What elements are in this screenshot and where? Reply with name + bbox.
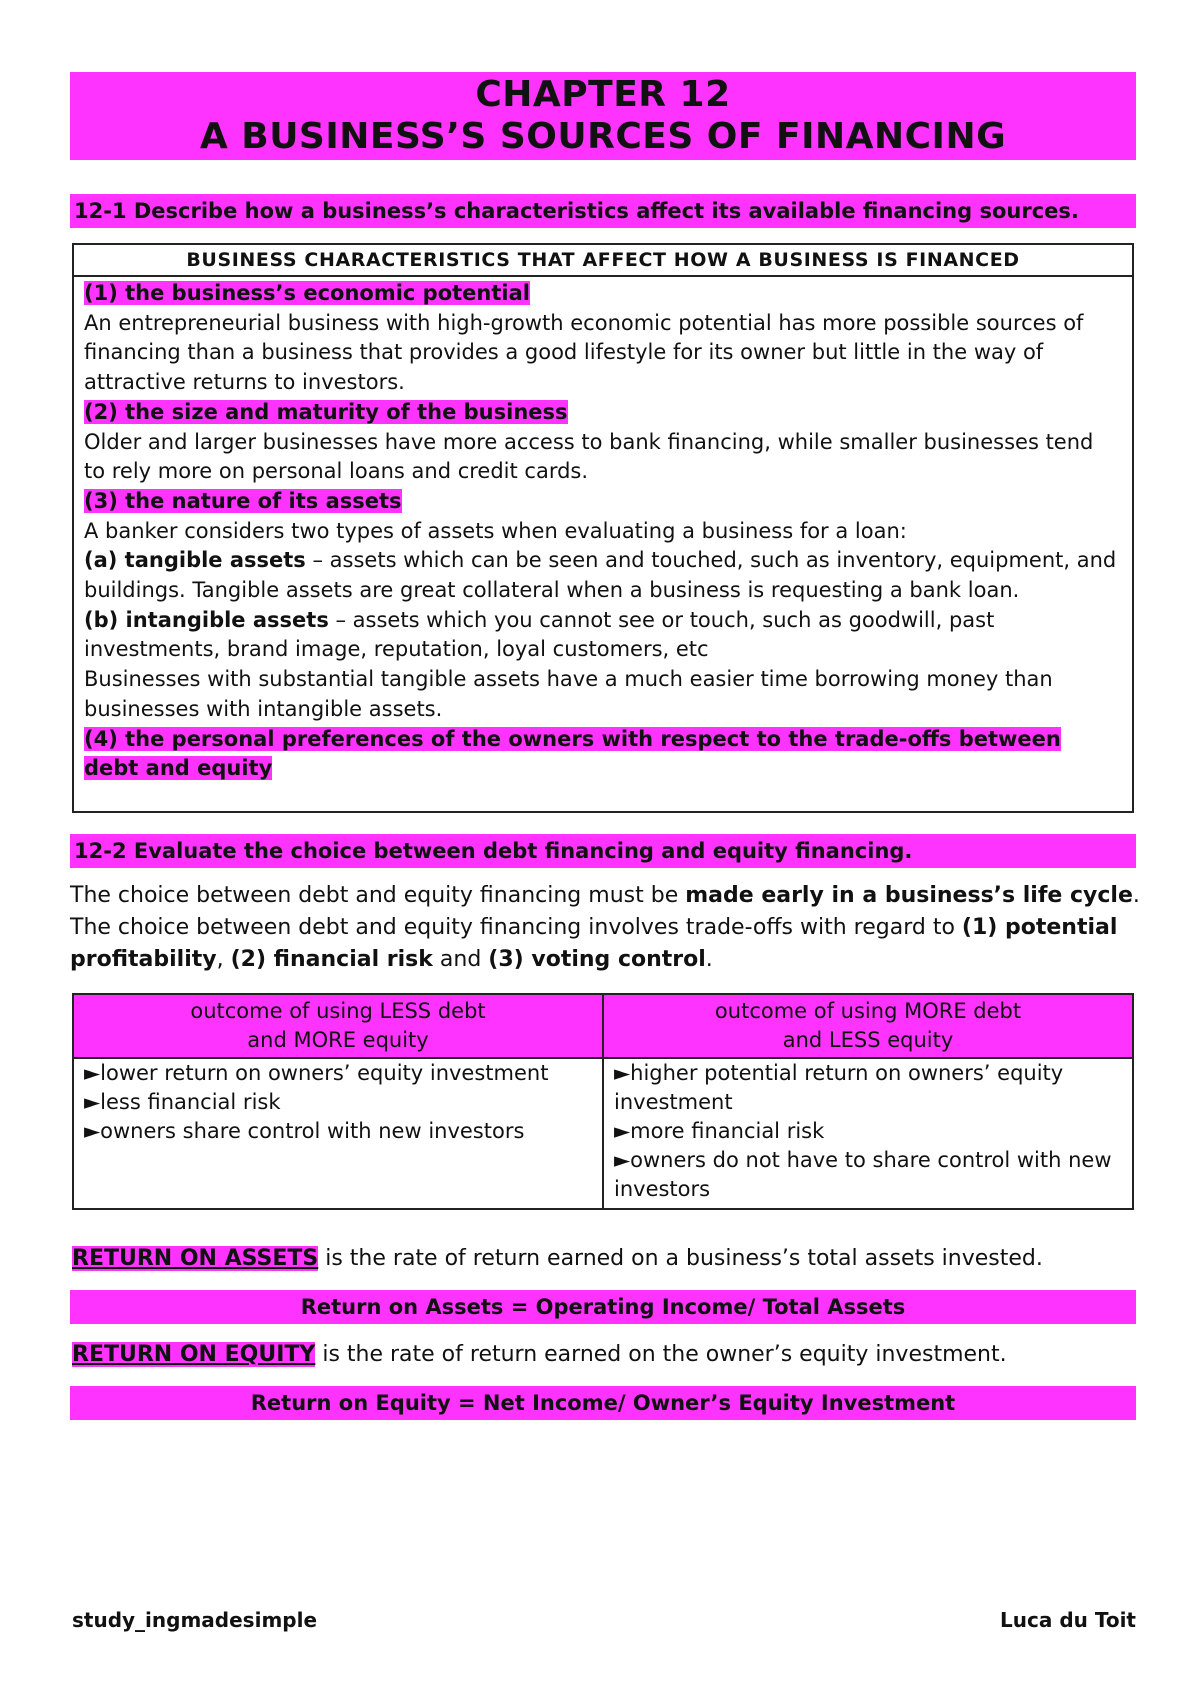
roe-definition-text: is the rate of return earned on the owner’s equity investment. xyxy=(315,1342,1007,1367)
list-item: ►owners do not have to share control with new investors xyxy=(614,1148,1112,1201)
item-1-label: (1) the business’s economic potential xyxy=(84,281,530,305)
item-3-tangible xyxy=(84,546,1120,605)
header-line: and MORE equity xyxy=(247,1028,429,1052)
item-2-label: (2) the size and maturity of the business xyxy=(84,399,568,424)
roa-definition-text: is the rate of return earned on a business’s total assets invested. xyxy=(318,1246,1043,1271)
item-4-label: (4) the personal preferences of the owners with respect to the trade-offs between debt and equity xyxy=(84,726,1061,781)
para-text: . The choice between debt and equity financing involves trade-offs with regard to xyxy=(70,883,1140,940)
intangible-assets-label: (b) intangible assets xyxy=(84,607,329,632)
intangible-assets-text: – assets which you cannot see or touch, such as goodwill, past investments, brand image, reputation, loyal customers, etc xyxy=(84,607,995,662)
list-item: ►lower return on owners’ equity investment xyxy=(84,1061,549,1085)
para-text: . xyxy=(705,947,713,972)
footer-handle: study_ingmadesimple xyxy=(72,1608,318,1632)
item-3-intangible xyxy=(84,606,1120,665)
section-12-2-heading: 12-2 Evaluate the choice between debt financing and equity financing. xyxy=(70,834,1136,868)
chapter-title-banner xyxy=(70,72,1136,160)
para-text: and xyxy=(432,947,489,972)
chapter-number: CHAPTER 12 xyxy=(475,74,731,115)
header-line: outcome of using LESS debt xyxy=(190,999,486,1023)
list-item: ►less financial risk xyxy=(84,1090,281,1114)
para-bold: (3) voting control xyxy=(488,947,706,972)
item-3-label: (3) the nature of its assets xyxy=(84,488,402,513)
roa-formula: Return on Assets = Operating Income/ Total Assets xyxy=(70,1290,1136,1324)
roe-term: RETURN ON EQUITY xyxy=(72,1342,316,1367)
para-text: The choice between debt and equity financing must be xyxy=(70,883,686,908)
header-line: and LESS equity xyxy=(782,1028,954,1052)
list-item: ►more financial risk xyxy=(614,1119,825,1143)
header-line: outcome of using MORE debt xyxy=(714,999,1022,1023)
more-debt-outcomes xyxy=(603,1058,1133,1209)
roe-formula: Return on Equity = Net Income/ Owner’s Equity Investment xyxy=(70,1386,1136,1420)
para-bold: (1) potential profitability xyxy=(70,915,1118,972)
list-item: ►owners share control with new investors xyxy=(84,1119,525,1143)
debt-equity-paragraph xyxy=(70,880,1140,976)
footer-author: Luca du Toit xyxy=(1000,1608,1136,1632)
list-item: ►higher potential return on owners’ equity investment xyxy=(614,1061,1064,1114)
roe-definition xyxy=(72,1340,1007,1370)
item-1-text: An entrepreneurial business with high-growth economic potential has more possible sources of financing than a business that provides a good lifestyle for its owner but little in the way of attractive returns to investors. xyxy=(84,310,1084,395)
tangible-assets-label: (a) tangible assets xyxy=(84,548,306,573)
item-3-summary: Businesses with substantial tangible assets have a much easier time borrowing money than businesses with intangible assets. xyxy=(84,667,1053,721)
more-debt-header xyxy=(603,994,1133,1058)
para-bold: made early in a business’s life cycle xyxy=(685,883,1133,908)
item-2-text: Older and larger businesses have more access to bank financing, while smaller businesses tend to rely more on personal loans and credit cards. xyxy=(84,429,1094,484)
tangible-assets-text: – assets which can be seen and touched, such as inventory, equipment, and buildings. Tangible assets are great collateral when a business is requesting a bank loan. xyxy=(84,548,1117,603)
section-12-1-heading: 12-1 Describe how a business’s characteristics affect its available financing sources. xyxy=(70,194,1136,228)
less-debt-header xyxy=(73,994,603,1058)
characteristics-table-title: BUSINESS CHARACTERISTICS THAT AFFECT HOW A BUSINESS IS FINANCED xyxy=(74,245,1132,277)
roa-definition xyxy=(72,1244,1043,1274)
debt-equity-comparison-table xyxy=(72,993,1134,1210)
less-debt-outcomes xyxy=(73,1058,603,1209)
item-3-intro: A banker considers two types of assets when evaluating a business for a loan: xyxy=(84,518,907,543)
para-text: , xyxy=(216,947,231,972)
para-bold: (2) financial risk xyxy=(230,947,433,972)
chapter-title: A BUSINESS’S SOURCES OF FINANCING xyxy=(199,116,1007,157)
characteristics-table xyxy=(72,243,1134,813)
characteristics-table-body xyxy=(74,277,1132,784)
roa-term: RETURN ON ASSETS xyxy=(72,1246,319,1271)
